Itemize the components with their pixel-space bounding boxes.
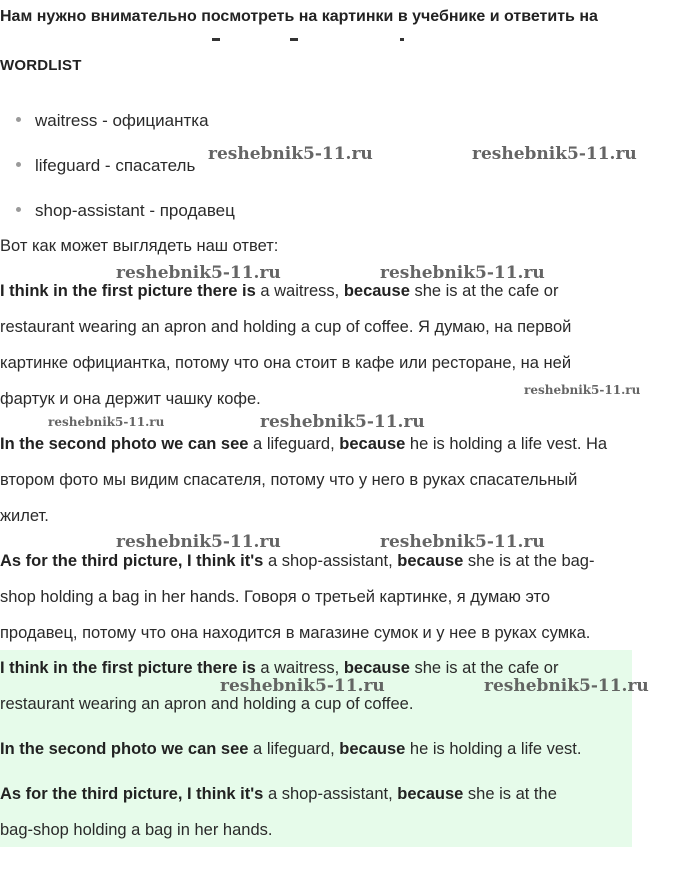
wordlist-title: WORDLIST [0, 57, 82, 74]
answer-2-line-1: In the second photo we can see a lifeguard, because he is holding a life vest. На [0, 435, 608, 453]
bullet-icon [16, 162, 21, 167]
answer-2-line-3: жилет. [0, 507, 49, 525]
summary-3-line-2: bag-shop holding a bag in her hands. [0, 821, 273, 839]
summary-1-line-1: I think in the first picture there is a waitress, because she is at the cafe or [0, 659, 559, 677]
summary-1-line-2: restaurant wearing an apron and holding a cup of coffee. [0, 695, 414, 713]
answer-1-line-1: I think in the first picture there is a waitress, because she is at the cafe or [0, 282, 559, 300]
watermark: reshebnik5-11.ru [484, 676, 649, 696]
watermark: reshebnik5-11.ru [524, 383, 641, 397]
bullet-icon [16, 117, 21, 122]
wordlist-item: lifeguard - спасатель [16, 156, 195, 176]
watermark: reshebnik5-11.ru [380, 263, 545, 283]
intro-text: Вот как может выглядеть наш ответ: [0, 237, 279, 255]
watermark: reshebnik5-11.ru [116, 263, 281, 283]
watermark: reshebnik5-11.ru [380, 532, 545, 552]
heading-clipped-line [0, 38, 680, 48]
answer-1-line-2: restaurant wearing an apron and holding a cup of coffee. Я думаю, на первой [0, 318, 572, 336]
answer-1-line-4: фартук и она держит чашку кофе. [0, 390, 261, 408]
watermark: reshebnik5-11.ru [472, 144, 637, 164]
watermark: reshebnik5-11.ru [48, 415, 165, 429]
answer-3-line-1: As for the third picture, I think it's a shop-assistant, because she is at the bag- [0, 552, 595, 570]
watermark: reshebnik5-11.ru [208, 144, 373, 164]
answer-1-line-3: картинке официантка, потому что она стоит в кафе или ресторане, на ней [0, 354, 572, 372]
wordlist-item: waitress - официантка [16, 111, 209, 131]
wordlist-item: shop-assistant - продавец [16, 201, 235, 221]
watermark: reshebnik5-11.ru [220, 676, 385, 696]
bullet-icon [16, 207, 21, 212]
watermark: reshebnik5-11.ru [260, 412, 425, 432]
answer-2-line-2: втором фото мы видим спасателя, потому что у него в руках спасательный [0, 471, 578, 489]
summary-2-line-1: In the second photo we can see a lifeguard, because he is holding a life vest. [0, 740, 582, 758]
answer-3-line-2: shop holding a bag in her hands. Говоря о третьей картинке, я думаю это [0, 588, 551, 606]
page-heading: Нам нужно внимательно посмотреть на картинки в учебнике и ответить на [0, 8, 598, 25]
summary-3-line-1: As for the third picture, I think it's a shop-assistant, because she is at the [0, 785, 557, 803]
watermark: reshebnik5-11.ru [116, 532, 281, 552]
answer-3-line-3: продавец, потому что она находится в магазине сумок и у нее в руках сумка. [0, 624, 591, 642]
